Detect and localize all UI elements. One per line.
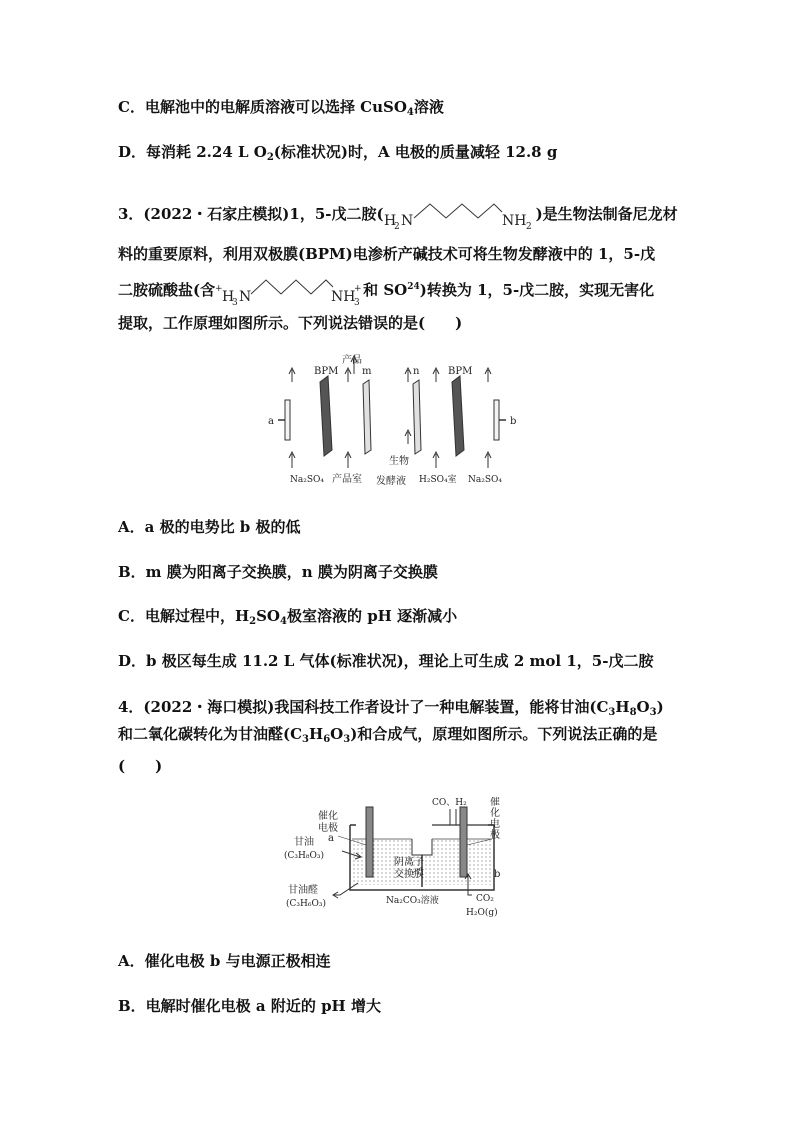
label-product-top: 产品	[342, 355, 362, 366]
q4-stem-line1	[118, 697, 664, 717]
arrow-up	[405, 368, 411, 382]
bpm-membrane-right	[452, 376, 464, 456]
label-h2so4-room: H₂SO₄室	[419, 475, 457, 485]
mol2-right-sup: +	[354, 284, 362, 294]
arrow-up	[289, 452, 295, 468]
q4-sub: 6	[323, 734, 331, 745]
label-co2: CO₂	[476, 894, 494, 904]
electrode-a	[366, 807, 373, 877]
carbon-chain	[414, 204, 502, 218]
mol1-right-nh: NH	[501, 213, 527, 229]
q3-option-c-tail: 极室溶液的 pH 逐渐减小	[286, 607, 458, 625]
q3-stem-line3	[118, 274, 654, 308]
arrow-up	[433, 452, 439, 468]
pentanediamine-structure	[384, 198, 536, 232]
label-bpm-right: BPM	[448, 366, 473, 377]
q4-stem-text: 4．(2022・海口模拟)我国科技工作者设计了一种电解装置，能将甘油(C	[118, 698, 609, 716]
q2-option-d-tail: (标准状况)时，A 电极的质量减轻 12.8 g	[273, 143, 558, 161]
q3-stem-line3-tail: )转换为 1，5-戊二胺，实现无害化	[419, 281, 655, 299]
label-m: m	[362, 366, 372, 377]
q4-stem-line2	[118, 724, 657, 744]
label-bpm-left: BPM	[314, 366, 339, 377]
label-product-room: 产品室	[332, 474, 362, 485]
q4-stem-line2-text: 和二氧化碳转化为甘油醛(C	[118, 725, 303, 743]
label-bio-2: 发酵液	[376, 476, 406, 487]
gas-outlet-pipe	[450, 809, 456, 825]
q4-formula-o: O	[330, 725, 344, 743]
label-glyceraldehyde-1: 甘油醛	[288, 885, 318, 896]
label-b: b	[494, 869, 501, 880]
electrodialysis-diagram	[262, 350, 532, 490]
q3-option-c-sub1: 2	[249, 616, 257, 627]
electrode-a	[285, 400, 290, 440]
label-na2co3: Na₂CO₃溶液	[386, 896, 439, 906]
arrow-up	[485, 368, 491, 382]
label-n: n	[413, 366, 420, 377]
mol2-left-n: N	[239, 289, 252, 305]
q4-formula-o: O	[636, 698, 650, 716]
electrode-b	[460, 807, 467, 877]
q2-option-c-text: C．电解池中的电解质溶液可以选择 CuSO	[118, 98, 407, 116]
label-anion-1: 阴离子	[394, 857, 424, 868]
q4-formula-h: H	[309, 725, 324, 743]
q3-option-c	[118, 606, 457, 626]
q4-sub: 3	[649, 707, 657, 718]
label-h2o: H₂O(g)	[466, 908, 498, 918]
arrow-up	[289, 368, 295, 382]
label-catalytic-electrode-2: 电极	[318, 823, 338, 834]
q3-stem-text-tail: )是生物法制备尼龙材	[535, 205, 678, 223]
label-na2so4-right: Na₂SO₄	[468, 475, 503, 485]
membrane-m	[363, 380, 371, 454]
q3-option-b: B．m 膜为阳离子交换膜，n 膜为阴离子交换膜	[118, 563, 438, 581]
label-co-h2: CO、H₂	[432, 798, 467, 808]
q3-option-a: A．a 极的电势比 b 极的低	[118, 518, 301, 536]
label-catalytic-electrode-1: 催化	[318, 811, 338, 822]
q3-option-c-mid: SO	[256, 607, 280, 625]
q2-option-d-text: D．每消耗 2.24 L O	[118, 143, 267, 161]
arrow-up	[485, 452, 491, 468]
q3-stem-text: 3．(2022・石家庄模拟)1，5-戊二胺(	[118, 205, 384, 223]
q4-formula-h: H	[615, 698, 630, 716]
label-glyceraldehyde-2: (C₃H₆O₃)	[286, 899, 326, 909]
electrode-b	[494, 400, 499, 440]
arrow-up	[405, 430, 411, 444]
q4-sub: 3	[302, 734, 310, 745]
q3-stem-line3-text: 二胺硫酸盐(含	[118, 281, 216, 299]
membrane-n	[413, 380, 421, 454]
q3-stem-line1	[118, 198, 678, 232]
mol2-left-sup: +	[215, 284, 223, 294]
q4-stem-line2-tail: )和合成气，原理如图所示。下列说法正确的是	[350, 725, 658, 743]
q3-sulfate-text: 和 SO	[363, 281, 408, 299]
label-anion-2: 交换膜	[394, 869, 424, 880]
mol1-right-sub: 2	[525, 222, 532, 232]
mol2-right-sub: 3	[354, 298, 360, 308]
mol2-right-nh: NH	[331, 289, 356, 305]
q3-option-d: D．b 极区每生成 11.2 L 气体(标准状况)，理论上可生成 2 mol 1，5-戊二胺	[118, 652, 654, 670]
pentanediammonium-structure	[215, 274, 363, 308]
q2-option-c-sub: 4	[406, 107, 414, 118]
q4-formula-close: )	[656, 698, 664, 716]
q3-option-c-sub2: 4	[280, 616, 287, 627]
q4-stem-line3: ( )	[118, 757, 163, 775]
mol2-left-h: H	[222, 289, 235, 305]
q3-stem-line2: 料的重要原料，利用双极膜(BPM)电渗析产碱技术可将生物发酵液中的 1，5-戊	[118, 245, 656, 263]
q3-sulfate-sup: 24	[407, 282, 420, 292]
label-catalytic-electrode-b-text: 催化电极	[490, 797, 500, 841]
q2-option-c-tail: 溶液	[413, 98, 444, 116]
q2-option-d	[118, 142, 557, 162]
mol1-left-h: H	[383, 213, 396, 229]
q3-stem-line4: 提取，工作原理如图所示。下列说法错误的是( )	[118, 314, 463, 332]
carbon-chain	[251, 280, 333, 294]
label-a: a	[268, 416, 274, 427]
arrow-up	[433, 368, 439, 382]
arrow-up	[345, 452, 351, 468]
label-a: a	[328, 833, 334, 844]
q4-option-b: B．电解时催化电极 a 附近的 pH 增大	[118, 997, 381, 1015]
label-na2so4-left: Na₂SO₄	[290, 475, 325, 485]
mol2-left-sub: 3	[232, 298, 238, 308]
q3-option-c-text: C．电解过程中，H	[118, 607, 250, 625]
cell-divider	[412, 839, 432, 855]
arrow-up	[345, 368, 351, 382]
mol1-left-n: N	[400, 213, 413, 229]
glyceraldehyde-outlet-arrow	[334, 883, 358, 895]
bpm-membrane-left	[320, 376, 332, 456]
mol1-left-sub: 2	[393, 222, 400, 232]
label-catalytic-electrode-b	[490, 797, 504, 867]
label-bio-1: 生物	[389, 456, 409, 467]
q2-option-d-sub: 2	[266, 152, 274, 163]
label-glycerol-2: (C₃H₈O₃)	[284, 851, 324, 861]
label-b: b	[510, 416, 517, 427]
q4-sub: 8	[629, 707, 637, 718]
label-glycerol-1: 甘油	[294, 837, 314, 848]
electrolysis-cell-diagram	[280, 795, 520, 920]
q2-option-c	[118, 97, 444, 117]
q4-sub: 3	[608, 707, 616, 718]
q4-sub: 3	[343, 734, 351, 745]
q4-option-a: A．催化电极 b 与电源正极相连	[118, 952, 331, 970]
